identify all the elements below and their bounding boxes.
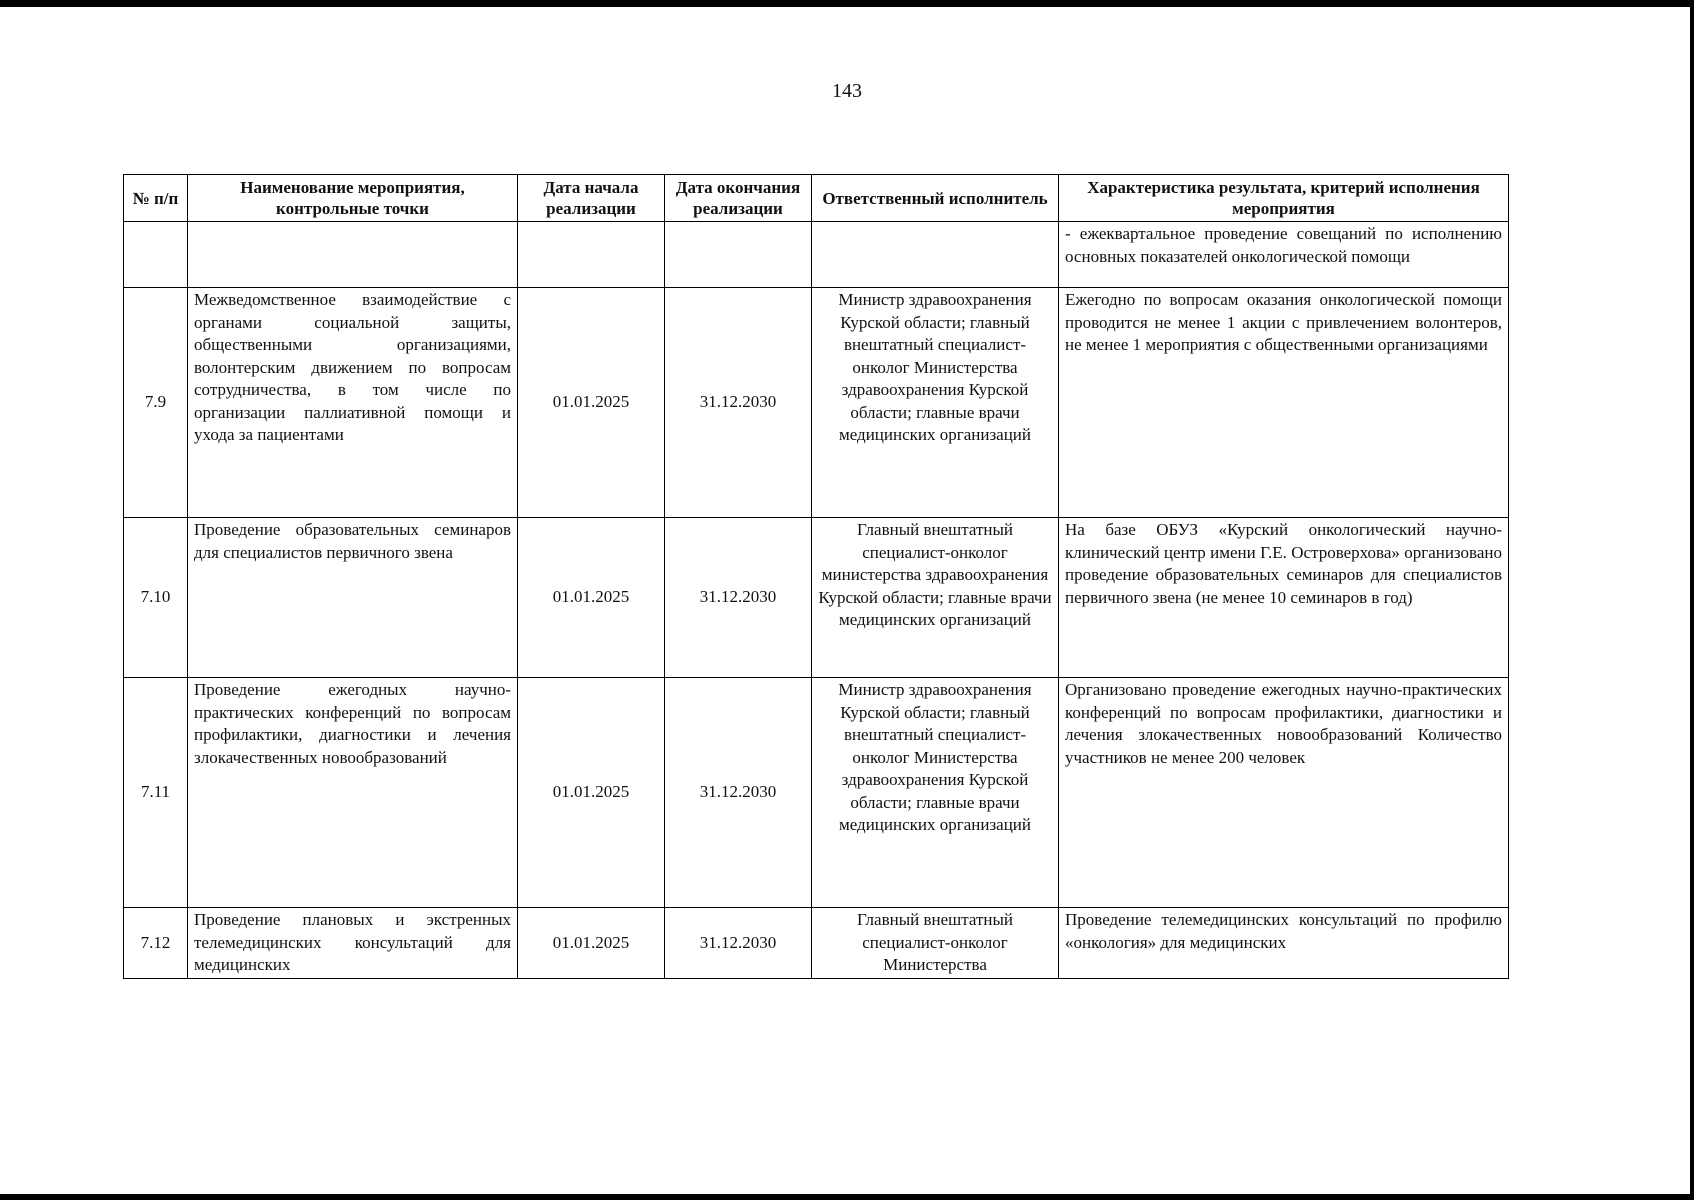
- cell-end-date: 31.12.2030: [665, 908, 812, 979]
- cell-name: Проведение ежегодных научно-практических конференций по вопросам профилактики, диагностики и лечения злокачественных новообразований: [188, 678, 518, 908]
- cell-responsible: Главный внештатный специалист-онколог Министерства: [812, 908, 1059, 979]
- cell-start-date: 01.01.2025: [518, 908, 665, 979]
- cell-end-date: 31.12.2030: [665, 288, 812, 518]
- cell-name: Проведение образовательных семинаров для специалистов первичного звена: [188, 518, 518, 678]
- header-num: № п/п: [124, 175, 188, 222]
- table-header-row: [124, 175, 1509, 222]
- cell-num: 7.12: [124, 908, 188, 979]
- cell-result: Организовано проведение ежегодных научно-практических конференций по вопросам профилактики, диагностики и лечения злокачественных новообразований Количество участников не менее 200 человек: [1059, 678, 1509, 908]
- cell-result: - ежеквартальное проведение совещаний по исполнению основных показателей онкологической помощи: [1059, 222, 1509, 288]
- cell-num: 7.10: [124, 518, 188, 678]
- cell-start-date: 01.01.2025: [518, 518, 665, 678]
- activities-table: [123, 174, 1509, 979]
- cell-result: Проведение телемедицинских консультаций по профилю «онкология» для медицинских: [1059, 908, 1509, 979]
- cell-name: Проведение плановых и экстренных телемедицинских консультаций для медицинских: [188, 908, 518, 979]
- scan-edge-right: [1690, 0, 1694, 1200]
- table-row: [124, 288, 1509, 518]
- cell-responsible: Главный внештатный специалист-онколог министерства здравоохранения Курской области; главные врачи медицинских организаций: [812, 518, 1059, 678]
- cell-end-date: [665, 222, 812, 288]
- cell-result: Ежегодно по вопросам оказания онкологической помощи проводится не менее 1 акции с привлечением волонтеров, не менее 1 мероприятия с общественными организациями: [1059, 288, 1509, 518]
- scan-edge-bottom: [0, 1194, 1694, 1200]
- header-result: Характеристика результата, критерий исполнения мероприятия: [1059, 175, 1509, 222]
- cell-num: 7.11: [124, 678, 188, 908]
- table-row: [124, 908, 1509, 979]
- cell-end-date: 31.12.2030: [665, 518, 812, 678]
- cell-responsible: Министр здравоохранения Курской области; главный внештатный специалист-онколог Министерства здравоохранения Курской области; главные врачи медицинских организаций: [812, 288, 1059, 518]
- header-name: Наименование мероприятия, контрольные точки: [188, 175, 518, 222]
- cell-start-date: [518, 222, 665, 288]
- cell-start-date: 01.01.2025: [518, 288, 665, 518]
- page-number: 143: [832, 80, 862, 102]
- cell-name: [188, 222, 518, 288]
- cell-responsible: Министр здравоохранения Курской области; главный внештатный специалист-онколог Министерства здравоохранения Курской области; главные врачи медицинских организаций: [812, 678, 1059, 908]
- scan-edge-top: [0, 0, 1694, 7]
- header-start-date: Дата начала реализации: [518, 175, 665, 222]
- cell-name: Межведомственное взаимодействие с органами социальной защиты, общественными организациями, волонтерским движением по вопросам сотрудничества, в том числе по организации паллиативной помощи и ухода за пациентами: [188, 288, 518, 518]
- cell-responsible: [812, 222, 1059, 288]
- header-responsible: Ответственный исполнитель: [812, 175, 1059, 222]
- cell-num: [124, 222, 188, 288]
- cell-start-date: 01.01.2025: [518, 678, 665, 908]
- header-end-date: Дата окончания реализации: [665, 175, 812, 222]
- cell-end-date: 31.12.2030: [665, 678, 812, 908]
- table-row: [124, 518, 1509, 678]
- table-row: [124, 678, 1509, 908]
- cell-result: На базе ОБУЗ «Курский онкологический научно-клинический центр имени Г.Е. Островерхова» организовано проведение образовательных семинаров для специалистов первичного звена (не менее 10 семинаров в год): [1059, 518, 1509, 678]
- cell-num: 7.9: [124, 288, 188, 518]
- table-row: [124, 222, 1509, 288]
